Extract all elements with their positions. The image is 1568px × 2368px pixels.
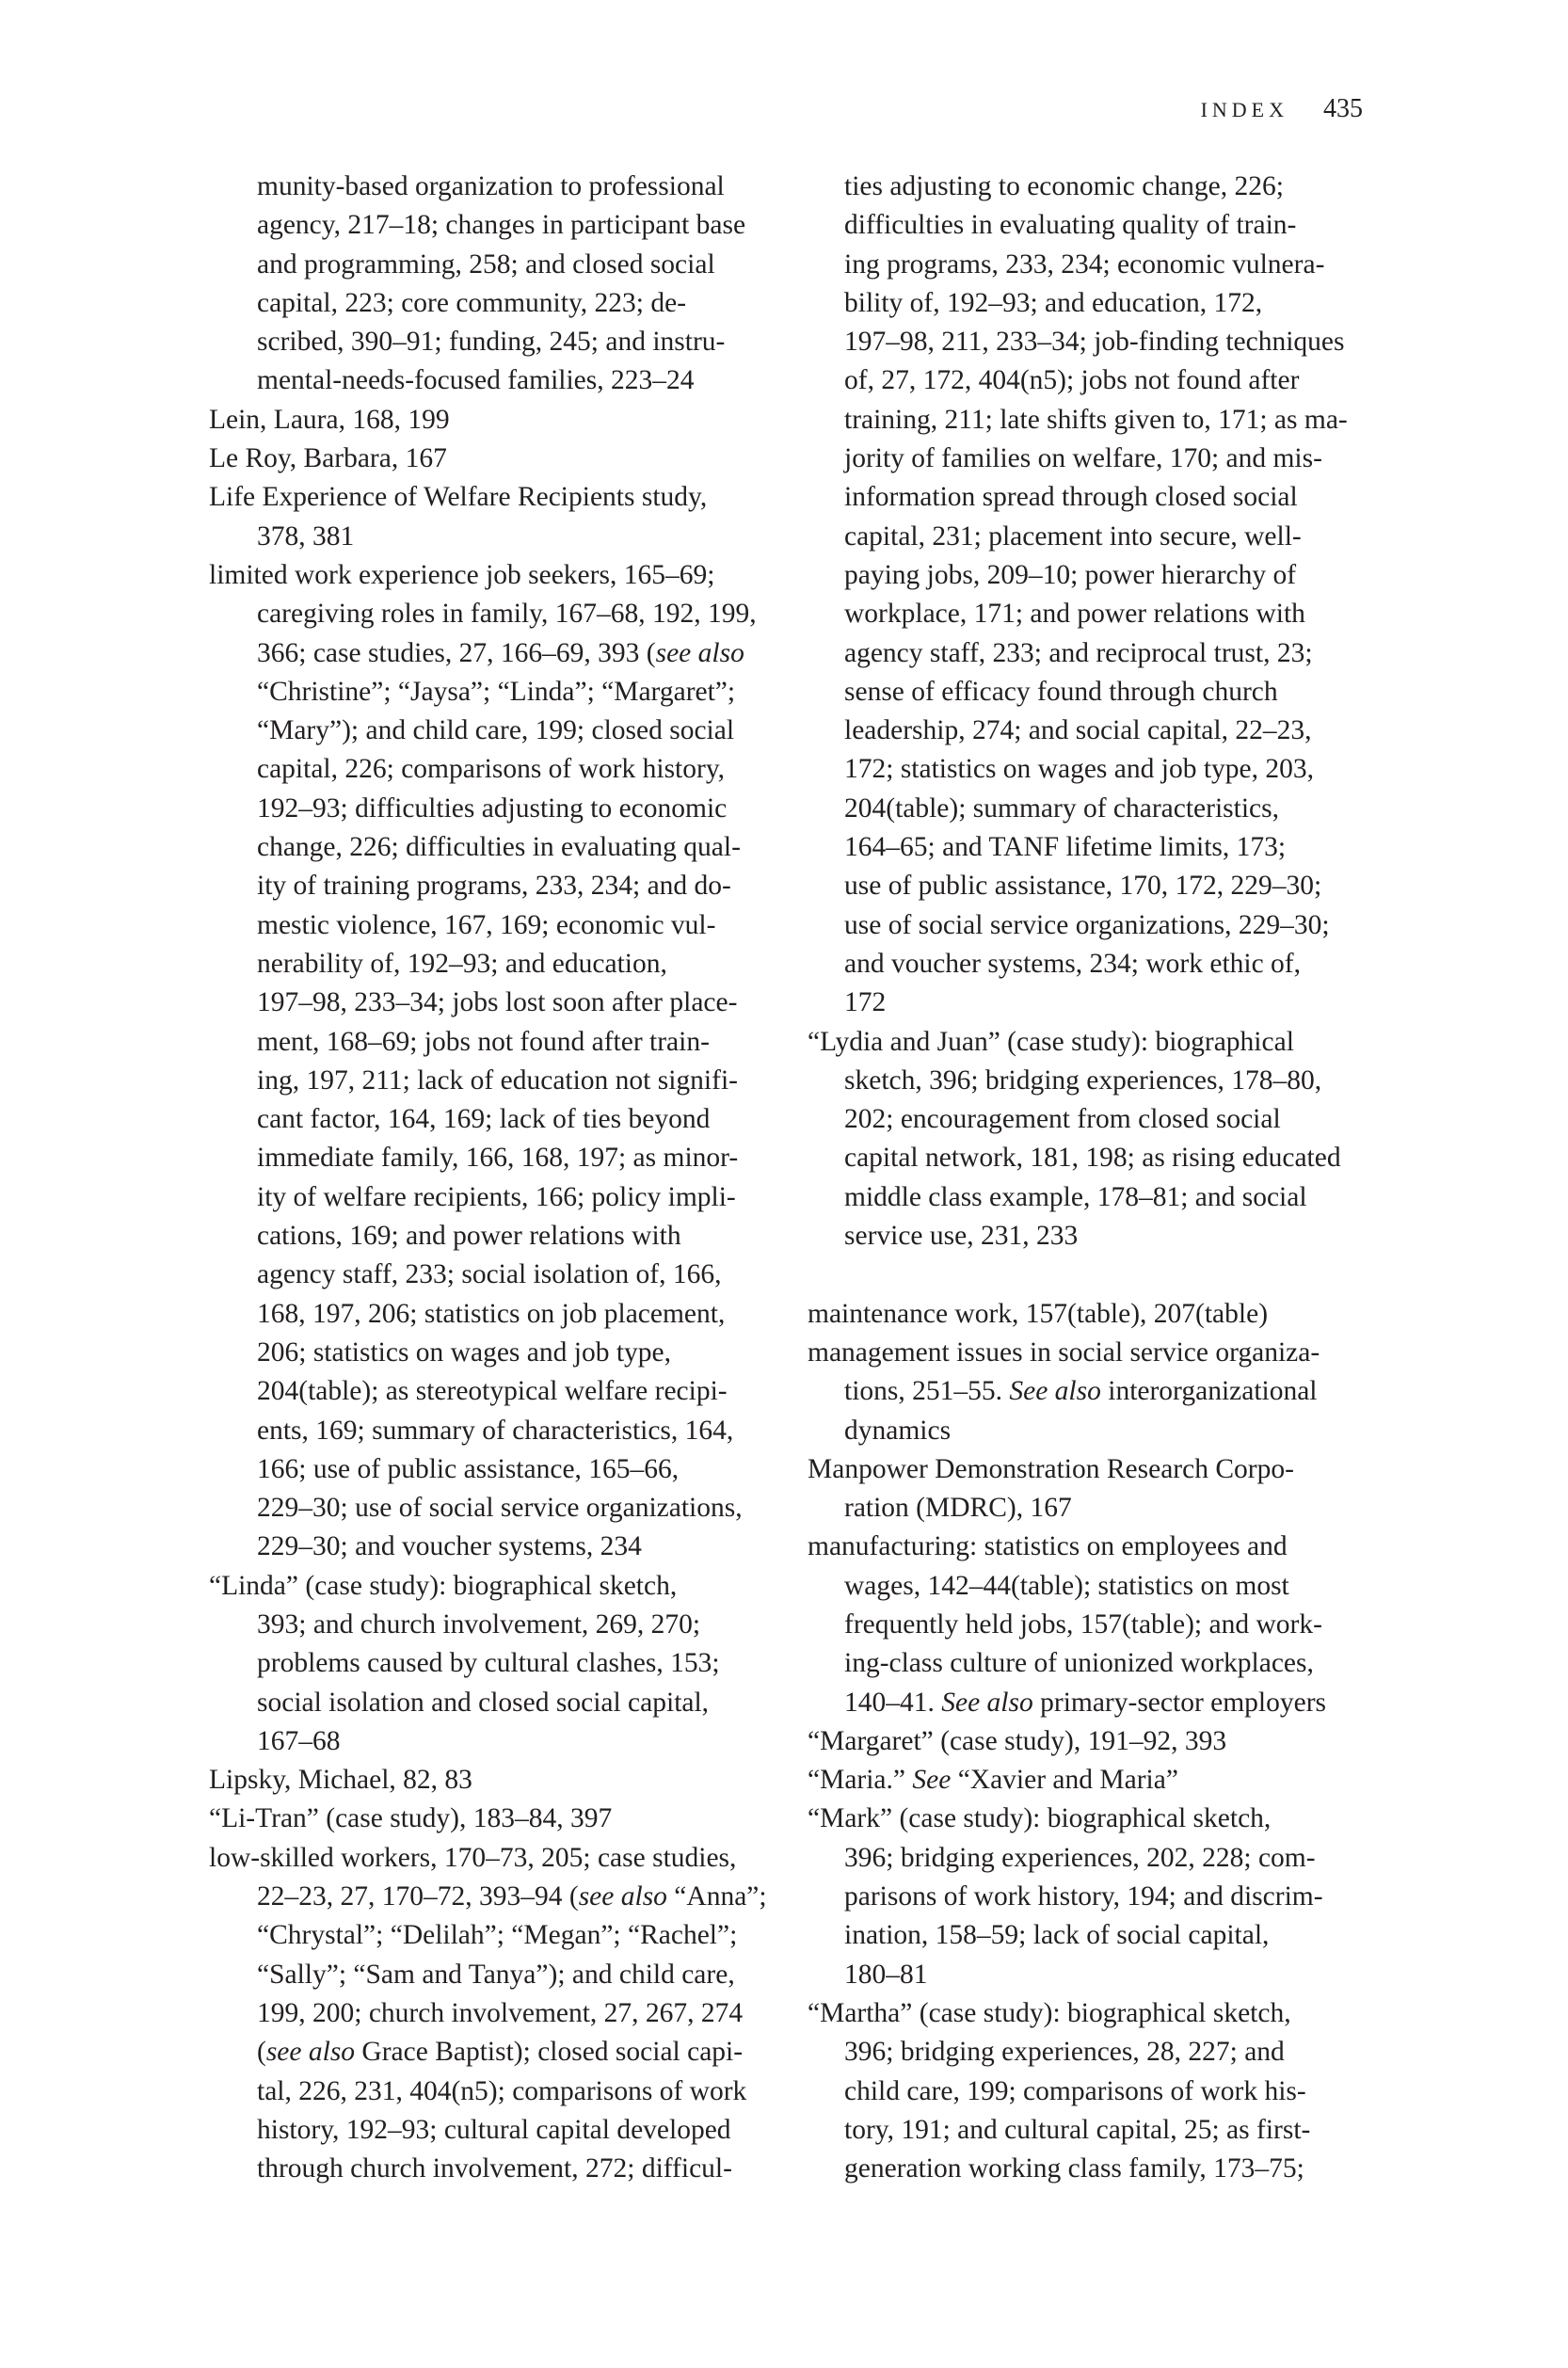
index-subline xyxy=(808,1217,1391,1256)
index-text: tal, 226, 231, 404(n5); comparisons of work xyxy=(257,2075,747,2106)
index-text: munity-based organization to professional xyxy=(257,171,725,201)
index-text: management issues in social service organiza- xyxy=(808,1336,1320,1368)
index-text: ration (MDRC), 167 xyxy=(844,1493,1072,1524)
index-subline xyxy=(209,361,792,400)
index-subline xyxy=(808,984,1391,1022)
running-head xyxy=(1201,92,1363,127)
index-subline xyxy=(808,1372,1391,1411)
index-text: capital, 231; placement into secure, well- xyxy=(844,520,1302,552)
index-text: dynamics xyxy=(844,1415,952,1446)
index-text: history, 192–93; cultural capital developed xyxy=(257,2114,731,2145)
index-subline xyxy=(808,1644,1391,1683)
index-text: ity of training programs, 233, 234; and do- xyxy=(257,871,731,902)
index-subline xyxy=(808,284,1391,323)
index-text: jority of families on welfare, 170; and mis- xyxy=(844,443,1322,474)
index-subline xyxy=(209,828,792,867)
index-text: problems caused by cultural clashes, 153; xyxy=(257,1648,720,1679)
index-text: manufacturing: statistics on employees and xyxy=(808,1531,1288,1562)
index-subline xyxy=(808,790,1391,828)
index-text: primary-sector employers xyxy=(1032,1687,1327,1718)
cross-reference-label: See xyxy=(912,1765,952,1796)
index-text: 172 xyxy=(844,987,887,1018)
index-subline xyxy=(808,712,1391,750)
index-subline xyxy=(209,518,792,556)
cross-reference-label: See also xyxy=(941,1687,1033,1718)
index-subline xyxy=(209,673,792,712)
index-text: ents, 169; summary of characteristics, 164, xyxy=(257,1415,734,1446)
index-subline xyxy=(209,1450,792,1489)
index-text: “Sally”; “Sam and Tanya”); and child care, xyxy=(257,1959,735,1990)
index-text: generation working class family, 173–75; xyxy=(844,2153,1304,2184)
index-text: ties adjusting to economic change, 226; xyxy=(844,171,1284,201)
index-column-left xyxy=(209,168,792,2188)
index-subline xyxy=(808,2072,1391,2111)
index-subline xyxy=(808,168,1391,206)
index-subline xyxy=(209,1994,792,2033)
index-text: 366; case studies, 27, 166–69, 393 ( xyxy=(257,637,656,668)
running-head-label: INDEX xyxy=(1200,98,1288,121)
index-subline xyxy=(808,1100,1391,1139)
index-subline xyxy=(209,1295,792,1334)
index-text: low-skilled workers, 170–73, 205; case studies, xyxy=(209,1842,737,1873)
index-entry xyxy=(209,478,792,517)
index-text: cations, 169; and power relations with xyxy=(257,1221,681,1252)
index-entry xyxy=(209,556,792,595)
index-text: scribed, 390–91; funding, 245; and instru- xyxy=(257,327,726,358)
index-subline xyxy=(808,246,1391,284)
index-entry xyxy=(209,440,792,478)
index-text: 206; statistics on wages and job type, xyxy=(257,1336,671,1368)
index-text: 378, 381 xyxy=(257,520,355,552)
index-text: 197–98, 211, 233–34; job-finding techniques xyxy=(844,327,1345,358)
index-subline xyxy=(209,246,792,284)
index-text: “Mark” (case study): biographical sketch, xyxy=(808,1803,1272,1834)
index-text: “Lydia and Juan” (case study): biographical xyxy=(808,1026,1294,1057)
index-entry xyxy=(808,1722,1391,1761)
index-entry xyxy=(808,1295,1391,1334)
index-subline xyxy=(209,168,792,206)
index-subline xyxy=(808,2111,1391,2150)
index-entry xyxy=(808,1023,1391,1062)
index-text: mental-needs-focused families, 223–24 xyxy=(257,365,695,396)
index-text: 229–30; use of social service organizations, xyxy=(257,1493,743,1524)
index-subline xyxy=(209,1139,792,1177)
index-text: maintenance work, 157(table), 207(table) xyxy=(808,1298,1269,1329)
index-text: change, 226; difficulties in evaluating qual- xyxy=(257,832,741,863)
index-text: “Martha” (case study): biographical sketch, xyxy=(808,1997,1291,2028)
index-subline xyxy=(209,1412,792,1450)
index-entry xyxy=(209,1567,792,1606)
index-text: sketch, 396; bridging experiences, 178–80, xyxy=(844,1064,1322,1096)
index-text: “Christine”; “Jaysa”; “Linda”; “Margaret”; xyxy=(257,676,736,707)
index-subline xyxy=(209,2072,792,2111)
index-subline xyxy=(209,750,792,789)
index-text: “Anna”; xyxy=(666,1881,767,1912)
index-text: 202; encouragement from closed social xyxy=(844,1104,1281,1135)
index-text: 393; and church involvement, 269, 270; xyxy=(257,1608,701,1640)
index-subline xyxy=(808,595,1391,633)
index-subline xyxy=(808,323,1391,361)
entry-spacer xyxy=(808,1256,1391,1294)
cross-reference-label: see also xyxy=(578,1881,667,1912)
index-text: “Chrystal”; “Delilah”; “Megan”; “Rachel”; xyxy=(257,1920,738,1951)
index-text: “Xavier and Maria” xyxy=(951,1765,1178,1796)
index-text: leadership, 274; and social capital, 22–23, xyxy=(844,715,1312,746)
index-subline xyxy=(808,478,1391,517)
index-subline xyxy=(808,750,1391,789)
index-text: 166; use of public assistance, 165–66, xyxy=(257,1453,680,1484)
index-text: ing programs, 233, 234; economic vulnera- xyxy=(844,248,1325,280)
index-text: “Margaret” (case study), 191–92, 393 xyxy=(808,1725,1227,1756)
index-text: agency, 217–18; changes in participant base xyxy=(257,210,746,241)
index-subline xyxy=(808,828,1391,867)
index-subline xyxy=(209,595,792,633)
index-text: wages, 142–44(table); statistics on most xyxy=(844,1570,1289,1601)
index-entry xyxy=(209,1800,792,1838)
index-subline xyxy=(808,2033,1391,2072)
cross-reference-label: see also xyxy=(265,2037,356,2068)
index-text: Lipsky, Michael, 82, 83 xyxy=(209,1765,472,1796)
index-subline xyxy=(209,1916,792,1955)
index-subline xyxy=(209,1489,792,1528)
index-subline xyxy=(808,1412,1391,1450)
index-subline xyxy=(808,1489,1391,1528)
index-text: 172; statistics on wages and job type, 203, xyxy=(844,754,1314,785)
index-text: of, 27, 172, 404(n5); jobs not found after xyxy=(844,365,1300,396)
index-text: Life Experience of Welfare Recipients study, xyxy=(209,482,708,513)
index-text: tory, 191; and cultural capital, 25; as first- xyxy=(844,2114,1311,2145)
cross-reference-label: See also xyxy=(1009,1376,1101,1407)
index-text: child care, 199; comparisons of work his- xyxy=(844,2075,1306,2106)
index-subline xyxy=(808,945,1391,984)
index-text: Grace Baptist); closed social capi- xyxy=(355,2037,744,2068)
index-subline xyxy=(808,906,1391,945)
index-subline xyxy=(209,1528,792,1566)
index-subline xyxy=(209,1722,792,1761)
index-subline xyxy=(209,1878,792,1916)
index-text: use of public assistance, 170, 172, 229–30; xyxy=(844,871,1322,902)
index-text: social isolation and closed social capital, xyxy=(257,1687,710,1718)
index-text: 396; bridging experiences, 202, 228; com- xyxy=(844,1842,1316,1873)
index-entry xyxy=(808,1528,1391,1566)
index-subline xyxy=(209,323,792,361)
index-subline xyxy=(808,1606,1391,1644)
index-subline xyxy=(808,401,1391,440)
index-subline xyxy=(808,1916,1391,1955)
index-text: service use, 231, 233 xyxy=(844,1221,1079,1252)
index-text: bility of, 192–93; and education, 172, xyxy=(844,287,1263,318)
page-number: 435 xyxy=(1323,94,1363,123)
index-text: and programming, 258; and closed social xyxy=(257,248,715,280)
index-subline xyxy=(209,1644,792,1683)
index-subline xyxy=(808,556,1391,595)
index-subline xyxy=(808,1178,1391,1217)
index-text: 192–93; difficulties adjusting to economic xyxy=(257,792,728,824)
index-text: limited work experience job seekers, 165–69; xyxy=(209,559,715,590)
index-text: ment, 168–69; jobs not found after train- xyxy=(257,1026,710,1057)
index-entry xyxy=(209,1761,792,1800)
index-subline xyxy=(209,1217,792,1256)
index-subline xyxy=(808,1956,1391,1994)
index-text: nerability of, 192–93; and education, xyxy=(257,948,667,979)
index-text: 164–65; and TANF lifetime limits, 173; xyxy=(844,832,1287,863)
index-subline xyxy=(808,361,1391,400)
index-subline xyxy=(209,1062,792,1100)
index-text: and voucher systems, 234; work ethic of, xyxy=(844,948,1302,979)
index-subline xyxy=(209,1606,792,1644)
index-text: 140–41. xyxy=(844,1687,942,1718)
index-text: 180–81 xyxy=(844,1959,928,1990)
index-text: ination, 158–59; lack of social capital, xyxy=(844,1920,1270,1951)
index-subline xyxy=(209,1023,792,1062)
index-text: ( xyxy=(257,2037,266,2068)
index-subline xyxy=(209,206,792,245)
index-subline xyxy=(209,284,792,323)
index-text: 204(table); as stereotypical welfare recipi- xyxy=(257,1376,728,1407)
index-text: Lein, Laura, 168, 199 xyxy=(209,404,450,435)
index-text: use of social service organizations, 229–30; xyxy=(844,909,1330,940)
index-text: workplace, 171; and power relations with xyxy=(844,599,1305,630)
index-subline xyxy=(209,1178,792,1217)
index-text: ity of welfare recipients, 166; policy impli- xyxy=(257,1181,736,1212)
index-subline xyxy=(209,2111,792,2150)
index-subline xyxy=(808,867,1391,905)
index-subline xyxy=(209,1956,792,1994)
index-text: capital network, 181, 198; as rising educated xyxy=(844,1143,1341,1174)
index-text: information spread through closed social xyxy=(844,482,1298,513)
index-subline xyxy=(808,1139,1391,1177)
index-text: middle class example, 178–81; and social xyxy=(844,1181,1307,1212)
index-subline xyxy=(209,2150,792,2188)
index-text: 167–68 xyxy=(257,1725,341,1756)
index-entry xyxy=(209,1839,792,1878)
index-text: 22–23, 27, 170–72, 393–94 ( xyxy=(257,1881,579,1912)
index-text: “Maria.” xyxy=(808,1765,913,1796)
index-subline xyxy=(808,673,1391,712)
index-subline xyxy=(808,518,1391,556)
index-text: immediate family, 166, 168, 197; as minor- xyxy=(257,1143,739,1174)
index-subline xyxy=(209,790,792,828)
index-text: agency staff, 233; and reciprocal trust, 23; xyxy=(844,637,1313,668)
index-subline xyxy=(209,1334,792,1372)
index-subline xyxy=(808,634,1391,673)
index-text: interorganizational xyxy=(1100,1376,1318,1407)
index-text: paying jobs, 209–10; power hierarchy of xyxy=(844,559,1297,590)
index-text: 396; bridging experiences, 28, 227; and xyxy=(844,2037,1285,2068)
index-text: ing-class culture of unionized workplaces, xyxy=(844,1648,1314,1679)
index-entry xyxy=(808,1761,1391,1800)
index-entry xyxy=(808,1450,1391,1489)
index-subline xyxy=(209,1100,792,1139)
index-subline xyxy=(209,906,792,945)
index-subline xyxy=(209,2033,792,2072)
index-entry xyxy=(808,1994,1391,2033)
index-text: cant factor, 164, 169; lack of ties beyond xyxy=(257,1104,711,1135)
index-text: mestic violence, 167, 169; economic vul- xyxy=(257,909,716,940)
index-text: 199, 200; church involvement, 27, 267, 274 xyxy=(257,1997,744,2028)
index-text: capital, 226; comparisons of work history, xyxy=(257,754,726,785)
index-text: “Li-Tran” (case study), 183–84, 397 xyxy=(209,1803,613,1834)
index-subline xyxy=(209,1372,792,1411)
index-subline xyxy=(808,1878,1391,1916)
index-subline xyxy=(808,440,1391,478)
index-text: tions, 251–55. xyxy=(844,1376,1010,1407)
index-subline xyxy=(209,1256,792,1294)
index-text: 197–98, 233–34; jobs lost soon after place- xyxy=(257,987,738,1018)
index-text: frequently held jobs, 157(table); and work- xyxy=(844,1608,1322,1640)
index-text: ing, 197, 211; lack of education not signifi- xyxy=(257,1064,738,1096)
index-text: capital, 223; core community, 223; de- xyxy=(257,287,687,318)
index-column-right xyxy=(808,168,1391,2188)
index-text: difficulties in evaluating quality of train- xyxy=(844,210,1297,241)
index-text: 229–30; and voucher systems, 234 xyxy=(257,1531,642,1562)
index-subline xyxy=(808,1567,1391,1606)
cross-reference-label: see also xyxy=(655,637,744,668)
index-text: training, 211; late shifts given to, 171; as ma- xyxy=(844,404,1348,435)
index-text: Le Roy, Barbara, 167 xyxy=(209,443,447,474)
index-subline xyxy=(209,945,792,984)
index-text: parisons of work history, 194; and discrim- xyxy=(844,1881,1323,1912)
index-text: sense of efficacy found through church xyxy=(844,676,1278,707)
index-text: agency staff, 233; social isolation of, 166, xyxy=(257,1259,722,1290)
index-text: “Linda” (case study): biographical sketch, xyxy=(209,1570,678,1601)
index-text: 168, 197, 206; statistics on job placement, xyxy=(257,1298,726,1329)
index-subline xyxy=(209,1684,792,1722)
index-text: Manpower Demonstration Research Corpo- xyxy=(808,1453,1294,1484)
index-subline xyxy=(808,206,1391,245)
index-entry xyxy=(808,1334,1391,1372)
index-subline xyxy=(808,1684,1391,1722)
index-text: caregiving roles in family, 167–68, 192, 199, xyxy=(257,599,757,630)
index-subline xyxy=(209,867,792,905)
index-entry xyxy=(808,1800,1391,1838)
index-subline xyxy=(808,2150,1391,2188)
index-subline xyxy=(209,712,792,750)
index-subline xyxy=(808,1062,1391,1100)
index-subline xyxy=(209,984,792,1022)
index-text: through church involvement, 272; difficul- xyxy=(257,2153,732,2184)
index-text: 204(table); summary of characteristics, xyxy=(844,792,1279,824)
index-subline xyxy=(209,634,792,673)
index-text: “Mary”); and child care, 199; closed social xyxy=(257,715,735,746)
index-subline xyxy=(808,1839,1391,1878)
index-entry xyxy=(209,401,792,440)
